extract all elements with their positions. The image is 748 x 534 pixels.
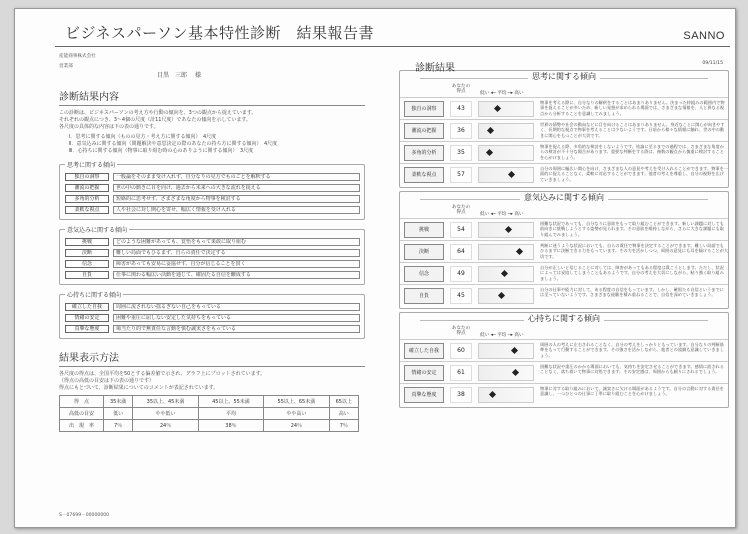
left-arrow-icon: ◂─ <box>489 212 498 217</box>
right-arrow-icon: ─▸ <box>506 333 515 338</box>
result-row <box>400 163 728 185</box>
intro-text <box>59 110 365 131</box>
score-plot <box>478 101 534 117</box>
trait-groups <box>59 164 365 339</box>
score-table-cell: やや高い <box>264 408 329 420</box>
trait-row <box>65 248 360 258</box>
header-rule <box>55 46 730 47</box>
method-line: 各尺度の得点は、全国平均を50とする偏差値で示され、グラフ上にプロットされています。 <box>59 371 266 377</box>
score-table-cell: 高い <box>329 408 358 420</box>
result-column-header <box>400 326 728 339</box>
result-date: 09/11/15 <box>702 61 723 66</box>
trait-description: 短絡的に思考せず、さまざまな角度から物事を検討する <box>113 195 360 203</box>
report-header <box>15 9 736 45</box>
score-marker-icon <box>489 391 496 398</box>
right-arrow-icon: ─▸ <box>506 212 515 217</box>
person-name: 目黒 三郎 <box>157 72 188 79</box>
scale-labels <box>480 90 524 96</box>
trait-group <box>59 229 365 285</box>
result-comment: 自分が正しいと信じることに対しては、障害があってもある程度は貫こうとします。ただし、状況によっては妥協してしまうこともあるようです。自分の考えを大切にしながら、粘り強く取り組みましょう。 <box>540 265 724 281</box>
result-panel <box>399 191 729 309</box>
trait-group <box>59 294 365 339</box>
score-table <box>59 395 359 432</box>
panel-title-text: 心持ちに関する傾向 <box>524 314 604 323</box>
score-plot <box>478 222 534 238</box>
result-score: 49 <box>450 266 472 282</box>
result-panel <box>399 312 729 408</box>
trait-row <box>65 237 360 247</box>
result-label: 自負 <box>404 288 444 304</box>
result-column-header <box>400 205 728 218</box>
result-row <box>400 339 728 361</box>
score-table-cell: 55以上、65未満 <box>264 396 329 408</box>
result-label: 潮流の把握 <box>404 123 444 139</box>
method-line: 得点にもとづいて、診断結果についてのコメントが表記されています。 <box>59 385 219 391</box>
trait-label: 独自の洞察 <box>65 173 109 181</box>
trait-row <box>65 183 360 193</box>
score-table-cell: 低い <box>103 408 132 420</box>
trait-row <box>65 205 360 215</box>
panel-title-text: 意気込みに関する傾向 <box>520 193 608 202</box>
trait-row <box>65 194 360 204</box>
score-table-cell: 24％ <box>133 420 198 432</box>
result-row <box>400 218 728 240</box>
score-column-label: あなたの得点 <box>451 205 471 215</box>
trait-description: 仕事に関わる幅広い活動を通じて、確固たる自信を醸成する <box>113 271 360 279</box>
score-table-cell: 45以上、55未満 <box>198 396 263 408</box>
result-score: 43 <box>450 101 472 117</box>
score-table-cell: 38％ <box>198 420 263 432</box>
result-score: 61 <box>450 365 472 381</box>
scale-high-label: 高い <box>514 91 524 96</box>
trait-row <box>65 302 360 312</box>
score-table-cell: やや低い <box>133 408 198 420</box>
category-item: Ⅱ．意気込みに関する傾向（問題解決や意思決定の際のあなたの持ち方に関する傾向） 4尺度 <box>69 141 278 147</box>
score-plot <box>478 387 534 403</box>
scale-high-label: 高い <box>514 333 524 338</box>
score-plot <box>478 123 534 139</box>
score-marker-icon <box>508 171 515 178</box>
result-panel-title <box>400 192 728 205</box>
score-marker-icon <box>494 105 501 112</box>
trait-description: 周囲に流されない揺るぎない自己をもっている <box>113 303 360 311</box>
footer-code: S－07699－00000000 <box>59 513 110 518</box>
score-marker-icon <box>511 347 518 354</box>
trait-row <box>65 313 360 323</box>
trait-label: 決断 <box>65 249 109 257</box>
score-column-label: あなたの得点 <box>451 326 471 336</box>
result-comment: 判断に迷うような状況においても、自らの責任で物事を決定することができます。難しい局面でもひるまずに決断できる力をもっています。その力を活かしつつ、周囲の意見にも耳を傾けることが大切です。 <box>540 243 728 259</box>
method-title-rule <box>59 366 365 367</box>
category-item: Ⅲ．心持ちに関する傾向（物事に取り組む時の心のありように関する傾向） 3尺度 <box>69 148 254 154</box>
scale-avg-label: 平均 <box>497 91 507 96</box>
result-row <box>400 119 728 141</box>
scale-labels <box>480 332 524 338</box>
trait-label: 自負 <box>65 271 109 279</box>
result-comment: 困難な状況や重圧のかかる場面においても、気持ちを安定させることができます。感情に流されることなく、落ち着いて物事に対処できます。その安定感は、周囲からも頼りにされるでしょう。 <box>540 364 724 375</box>
result-label: 真摯な態度 <box>404 387 444 403</box>
person-honorific: 様 <box>194 72 201 79</box>
left-arrow-icon: ◂─ <box>489 91 498 96</box>
score-plot <box>478 288 534 304</box>
result-label: 情緒の安定 <box>404 365 444 381</box>
result-comment: 困難な状況であっても、自分なりに意欲をもって取り組むことができます。新しい課題に対しても前向きに挑戦しようとする姿勢が見られます。その意欲を維持しながら、さらに大きな課題にも取り組んでみましょう。 <box>540 221 724 237</box>
trait-description: 障害があっても安易に妥協せず、自分が信じることを貫く <box>113 260 360 268</box>
category-item: Ⅰ．思考に関する傾向（ものの見方・考え方に関する傾向） 4尺度 <box>69 134 217 140</box>
result-label: 独自の洞察 <box>404 101 444 117</box>
category-list <box>59 134 365 155</box>
trait-label: 潮流の把握 <box>65 184 109 192</box>
score-table-cell: 24％ <box>264 420 329 432</box>
report-sheet <box>14 8 736 528</box>
score-plot <box>478 343 534 359</box>
result-comment: 物事を考える際に、自分なりの解釈をすることはあまりありません。決まった枠組みの範囲内で物事を捉えることが多いため、新しい発想が求められる場面では、さまざまな情報を、人と異なる視点から分析することを意識してみましょう。 <box>540 100 725 116</box>
scale-labels <box>480 211 524 217</box>
score-table-head: 高低の目安 <box>60 408 104 420</box>
score-marker-icon <box>486 149 493 156</box>
brand-logo: SANNO <box>683 30 725 42</box>
method-title: 結果表示方法 <box>59 353 119 364</box>
result-comment: 物事を捉える際、多角的な検討をしないようです。結論に至るまでの過程では、さまざまな角度からの検討が不十分な場合があります。重要な判断をする際は、複数の観点から慎重に検討することを心がけましょう。 <box>540 144 724 160</box>
scale-avg-label: 平均 <box>497 333 507 338</box>
trait-label: 信念 <box>65 260 109 268</box>
score-marker-icon <box>501 270 508 277</box>
trait-row <box>65 324 360 334</box>
result-comment: 自分の周囲に幅広い関心を向け、さまざまな人の意見や考えを受け入れることができます。物事を一面的に捉えることなく、柔軟に対応することができます。他者の考えを尊重し、自分の視野を広げていきましょう。 <box>540 166 728 182</box>
score-table-cell: 7％ <box>329 420 358 432</box>
result-row <box>400 97 728 119</box>
trait-label: 情緒の安定 <box>65 314 109 322</box>
trait-label: 柔軟な視点 <box>65 206 109 214</box>
right-column <box>399 53 729 408</box>
score-plot <box>478 266 534 282</box>
trait-description: どのような困難があっても、覚悟をもって果敢に取り組む <box>113 238 360 246</box>
score-table-row <box>60 408 359 420</box>
trait-description: 困難や重圧に屈しない安定した気持ちをもっている <box>113 314 360 322</box>
result-score: 57 <box>450 167 472 183</box>
scale-high-label: 高い <box>514 212 524 217</box>
result-score: 36 <box>450 123 472 139</box>
trait-group-title: 意気込みに関する傾向 <box>67 227 128 234</box>
intro-line: この診断は、ビジネスパーソンの考え方や行動の傾向を、3つの観点から捉えています。 <box>59 110 257 116</box>
result-row <box>400 141 728 163</box>
result-panel-title <box>400 313 728 326</box>
score-table-cell: 7％ <box>103 420 132 432</box>
result-label: 確立した自我 <box>404 343 444 359</box>
score-table-cell: 65以上 <box>329 396 358 408</box>
trait-description: 難しい局面でもひるまず、自らの責任で決定する <box>113 249 360 257</box>
method-text <box>59 371 365 392</box>
score-table-head: 出 現 率 <box>60 420 104 432</box>
trait-row <box>65 259 360 269</box>
department-name: 営業部 <box>59 64 73 69</box>
score-table-cell: 35以上、45未満 <box>133 396 198 408</box>
result-comment: 自分の仕事や能力に対して、ある程度の自信をもっています。しかし、確固たる自信というまでには至っていないようです。さまざまな経験を積み重ねることで、自信を深めていきましょう。 <box>540 287 724 298</box>
result-column-header <box>400 84 728 97</box>
left-column <box>59 53 365 432</box>
result-score: 54 <box>450 222 472 238</box>
trait-description: 人や社会に対し開心を寄せ、幅広く情報を受け入れる <box>113 206 360 214</box>
trait-label: 真摯な態度 <box>65 325 109 333</box>
result-panel <box>399 70 729 188</box>
result-title: 診断結果 <box>415 63 455 74</box>
trait-group <box>59 164 365 220</box>
result-label: 決断 <box>404 244 444 260</box>
result-score: 35 <box>450 145 472 161</box>
score-plot <box>478 365 534 381</box>
result-score: 60 <box>450 343 472 359</box>
result-header <box>399 53 729 74</box>
scale-low-label: 低い <box>480 91 490 96</box>
score-marker-icon <box>512 369 519 376</box>
result-comment: 物事に対する取り組みにおいて、誠実さに欠ける場面があるようです。自分の言動に対する責任を意識し、一つひとつの仕事に丁寧に取り組むことを心がけましょう。 <box>540 386 724 397</box>
content-title: 診断結果内容 <box>59 92 119 103</box>
result-panels <box>399 70 729 408</box>
result-label: 信念 <box>404 266 444 282</box>
score-table-cell: 35未満 <box>103 396 132 408</box>
panel-title-text: 思考に関する傾向 <box>528 72 600 81</box>
scale-low-label: 低い <box>480 333 490 338</box>
score-plot <box>478 244 534 260</box>
result-score: 45 <box>450 288 472 304</box>
result-label: 柔軟な視点 <box>404 167 444 183</box>
company-name: 産能商事株式会社 <box>59 54 96 59</box>
report-title: ビジネスパーソン基本特性診断 結果報告書 <box>65 24 374 42</box>
left-arrow-icon: ◂─ <box>489 333 498 338</box>
result-score: 64 <box>450 244 472 260</box>
trait-description: 一般論をそのまま受け入れず、自分なりの見方でものごとを解釈する <box>113 173 360 181</box>
trait-group-title: 思考に関する傾向 <box>67 162 116 169</box>
result-label: 挑戦 <box>404 222 444 238</box>
result-row <box>400 361 728 383</box>
result-score: 38 <box>450 387 472 403</box>
result-row <box>400 262 728 284</box>
intro-line: 各尺度の具体的な内容は下の表の通りです。 <box>59 124 159 130</box>
person-name-line <box>59 72 365 79</box>
right-arrow-icon: ─▸ <box>506 91 515 96</box>
result-row <box>400 383 728 405</box>
score-marker-icon <box>487 127 494 134</box>
result-comment: 周囲の人の考えに左右されることなく、自分の考えをしっかりともっています。自分なりの判断基準をもって行動することができます。その強さを活かしながら、他者との協調も意識していきましょう。 <box>540 342 724 358</box>
score-table-cell: 平均 <box>198 408 263 420</box>
result-row <box>400 240 728 262</box>
trait-row <box>65 172 360 182</box>
intro-line: それぞれの観点につき、3〜4個の尺度（計11尺度）であなたの傾向を示しています。 <box>59 117 252 123</box>
scale-low-label: 低い <box>480 212 490 217</box>
result-label: 多角的分析 <box>404 145 444 161</box>
score-table-row <box>60 396 359 408</box>
scale-avg-label: 平均 <box>497 212 507 217</box>
score-column-label: あなたの得点 <box>451 84 471 94</box>
trait-label: 確立した自我 <box>65 303 109 311</box>
trait-description: 場当たり的で無責任な言動を慎む誠実さをもっている <box>113 325 360 333</box>
result-row <box>400 284 728 306</box>
content-title-rule <box>59 105 365 106</box>
result-panel-title <box>400 71 728 84</box>
trait-row <box>65 270 360 280</box>
score-plot <box>478 167 534 183</box>
score-marker-icon <box>498 292 505 299</box>
trait-description: 世の中の動きに目を向け、過去から未来への大きな流れを捉える <box>113 184 360 192</box>
score-plot <box>478 145 534 161</box>
trait-label: 多角的分析 <box>65 195 109 203</box>
trait-group-title: 心持ちに関する傾向 <box>67 292 122 299</box>
method-line: （得点の高低の目安は下の表の通りです） <box>59 378 155 384</box>
score-marker-icon <box>516 248 523 255</box>
result-comment: 世界の情勢や社会の動向などに目を向けることはあまりありません。身近なことに関心が向きやすく、長期的な視点で物事を考えることは少ないようです。日頃から様々な情報に触れ、世の中の動きに関心をもつことが大切です。 <box>540 122 725 138</box>
score-table-row <box>60 420 359 432</box>
score-marker-icon <box>505 226 512 233</box>
score-table-head: 得 点 <box>60 396 104 408</box>
trait-label: 挑戦 <box>65 238 109 246</box>
